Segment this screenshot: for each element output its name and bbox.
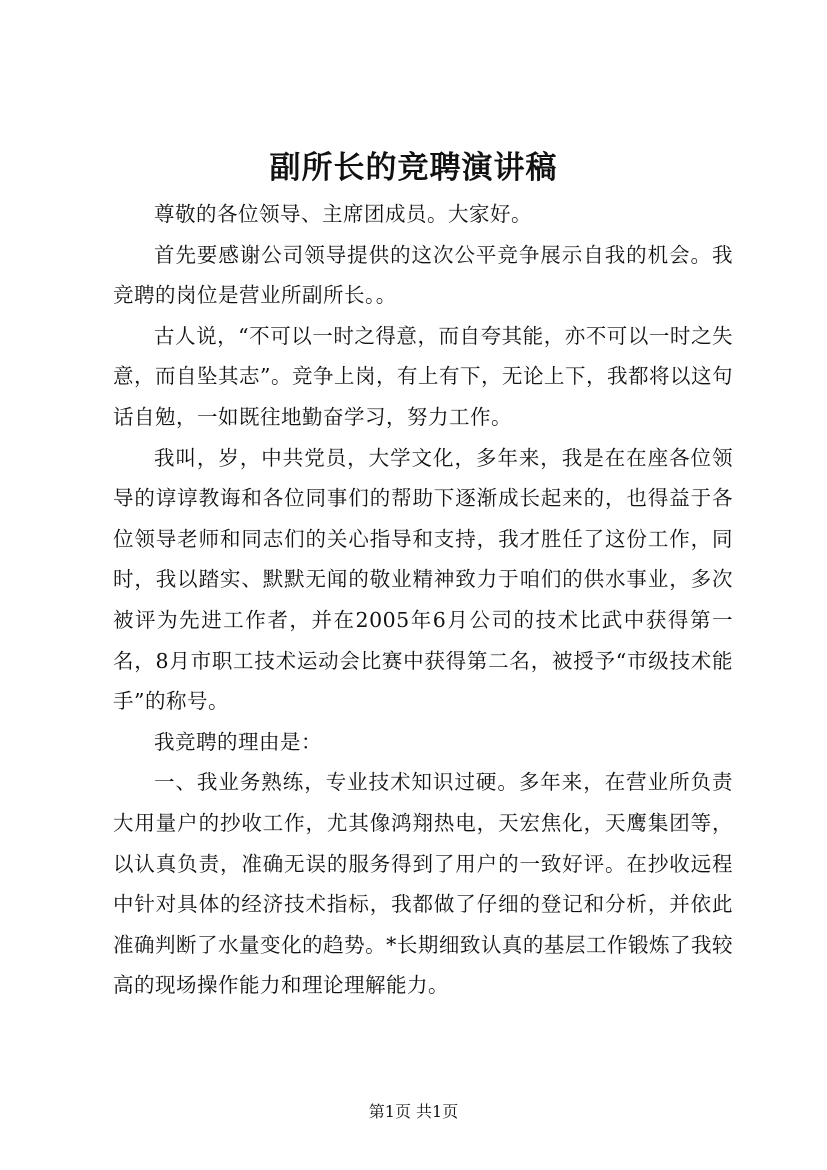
paragraph-reasons-heading: 我竞聘的理由是：	[154, 729, 322, 754]
paragraph-introduction: 我叫，岁，中共党员，大学文化，多年来，我是在在座各位领导的谆谆教诲和各位同事们的帮助下逐渐成长起来的，也得益于各位领导老师和同志们的关心指导和支持，我才胜任了这份工作，同时，我以踏实、默默无闻的敬业精神致力于咱们的供水事业，多次被评为先进工作者，并在2005年6月公司的技术比武中获得第一名，8月市职工技术运动会比赛中获得第二名，被授予“市级技术能手”的称号。	[113, 445, 733, 714]
paragraph-reason-one: 一、我业务熟练，专业技术知识过硬。多年来，在营业所负责大用量户的抄收工作，尤其像鸿翔热电，天宏焦化，天鹰集团等，以认真负责，准确无误的服务得到了用户的一致好评。在抄收远程中针对具体的经济技术指标，我都做了仔细的登记和分析，并依此准确判断了水量变化的趋势。*长期细致认真的基层工作锻炼了我较高的现场操作能力和理论理解能力。	[113, 770, 733, 998]
document-title: 副所长的竞聘演讲稿	[269, 150, 558, 186]
paragraph-thanks: 首先要感谢公司领导提供的这次公平竞争展示自我的机会。我竞聘的岗位是营业所副所长。。	[113, 242, 733, 308]
paragraph-greeting: 尊敬的各位领导、主席团成员。大家好。	[154, 202, 532, 226]
document-body	[113, 194, 733, 1006]
page-footer: 第1页 共1页	[368, 1102, 459, 1121]
paragraph-quote: 古人说，“不可以一时之得意，而自夸其能，亦不可以一时之失意，而自坠其志”。竞争上岗，有上有下，无论上下，我都将以这句话自勉，一如既往地勤奋学习，努力工作。	[113, 323, 733, 429]
